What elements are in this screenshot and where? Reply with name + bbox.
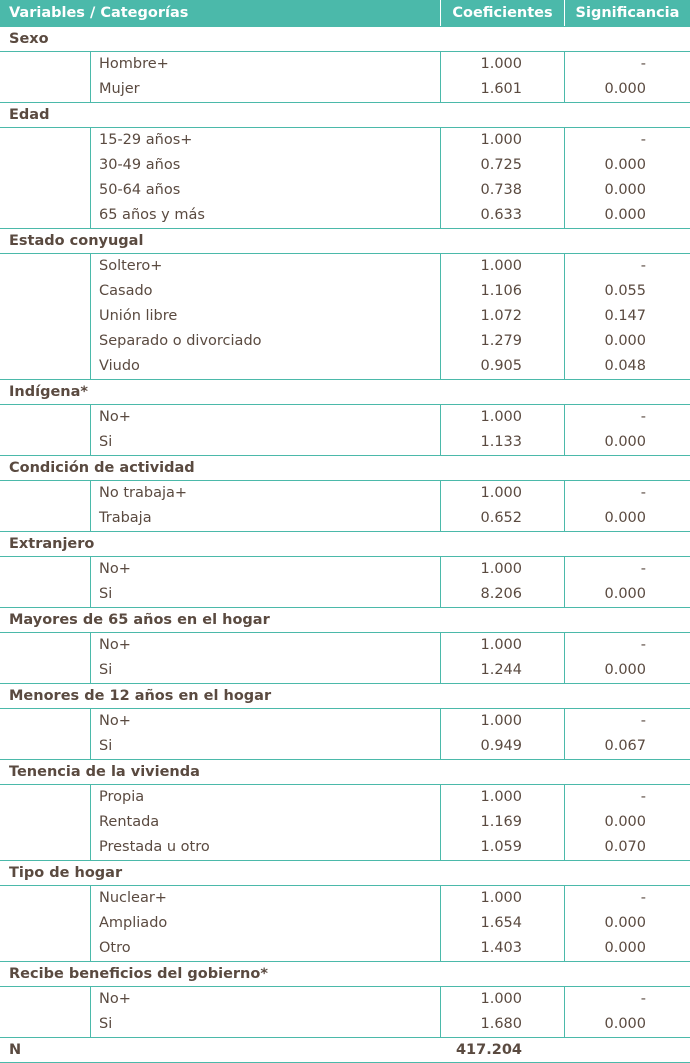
category-cell: Trabaja [99,510,152,526]
coef-cell: 1.106 [440,279,564,304]
group-rows [90,405,690,455]
table-row [91,77,690,102]
header-variables: Variables / Categorías [9,5,189,21]
coef-cell: 1.072 [440,304,564,329]
table-row [91,987,690,1012]
table-footer-n [0,1038,690,1063]
group-rows [90,254,690,379]
group-body [0,405,690,456]
indent-spacer [0,886,90,961]
sig-cell: - [564,709,690,734]
coef-cell: 1.169 [440,810,564,835]
sig-cell: 0.000 [564,658,690,683]
group-body [0,128,690,229]
indent-spacer [0,709,90,759]
category-cell: No+ [99,561,131,577]
sig-cell: - [564,481,690,506]
category-cell: Nuclear+ [99,890,167,906]
indent-spacer [0,987,90,1037]
table-row [91,178,690,203]
coef-cell: 1.000 [440,633,564,658]
sig-cell: - [564,557,690,582]
table-body [0,27,690,1038]
group-body [0,785,690,861]
sig-cell: 0.055 [564,279,690,304]
sig-cell: - [564,128,690,153]
group-body [0,481,690,532]
table-row [91,254,690,279]
category-cell: No+ [99,409,131,425]
group-rows [90,633,690,683]
group-title: Condición de actividad [0,456,690,481]
table-row [91,734,690,759]
category-cell: 30-49 años [99,157,181,173]
coef-cell: 1.000 [440,405,564,430]
group-rows [90,987,690,1037]
group-body [0,709,690,760]
group-body [0,52,690,103]
sig-cell: - [564,52,690,77]
sig-cell: 0.000 [564,936,690,961]
group-title: Mayores de 65 años en el hogar [0,608,690,633]
sig-cell: - [564,405,690,430]
coef-cell: 1.000 [440,785,564,810]
sig-cell: 0.000 [564,153,690,178]
indent-spacer [0,633,90,683]
sig-cell: 0.000 [564,810,690,835]
group-rows [90,128,690,228]
category-cell: Rentada [99,814,160,830]
table-row [91,329,690,354]
table-row [91,835,690,860]
header-coeficientes: Coeficientes [440,0,564,26]
coef-cell: 0.652 [440,506,564,531]
table-row [91,153,690,178]
table-row [91,128,690,153]
coef-cell: 1.000 [440,52,564,77]
table-row [91,430,690,455]
coef-cell: 0.905 [440,354,564,379]
group-title: Menores de 12 años en el hogar [0,684,690,709]
group-body [0,886,690,962]
indent-spacer [0,254,90,379]
group-body [0,987,690,1038]
sig-cell: 0.147 [564,304,690,329]
category-cell: Separado o divorciado [99,333,262,349]
group-title: Tipo de hogar [0,861,690,886]
sig-cell: 0.000 [564,582,690,607]
category-cell: 50-64 años [99,182,181,198]
sig-cell: 0.048 [564,354,690,379]
category-cell: Casado [99,283,153,299]
coef-cell: 1.680 [440,1012,564,1037]
group-body [0,557,690,608]
category-cell: Otro [99,940,131,956]
table-row [91,582,690,607]
table-row [91,405,690,430]
group-title: Extranjero [0,532,690,557]
coef-cell: 0.949 [440,734,564,759]
table-row [91,810,690,835]
category-cell: Ampliado [99,915,168,931]
coef-cell: 1.000 [440,254,564,279]
category-cell: No+ [99,637,131,653]
category-cell: No+ [99,991,131,1007]
indent-spacer [0,128,90,228]
coef-cell: 1.000 [440,481,564,506]
group-title: Edad [0,103,690,128]
table-row [91,304,690,329]
category-cell: Hombre+ [99,56,169,72]
coef-cell: 1.403 [440,936,564,961]
table-row [91,557,690,582]
coef-cell: 1.000 [440,886,564,911]
coef-cell: 1.133 [440,430,564,455]
indent-spacer [0,405,90,455]
table-row [91,633,690,658]
sig-cell: - [564,886,690,911]
group-rows [90,785,690,860]
indent-spacer [0,557,90,607]
coef-cell: 1.279 [440,329,564,354]
table-row [91,52,690,77]
coef-cell: 1.000 [440,557,564,582]
n-label: N [9,1042,22,1058]
sig-cell: 0.000 [564,911,690,936]
coef-cell: 1.601 [440,77,564,102]
category-cell: Viudo [99,358,140,374]
group-title: Indígena* [0,380,690,405]
group-title: Sexo [0,27,690,52]
coef-cell: 1.000 [440,128,564,153]
group-title: Estado conyugal [0,229,690,254]
category-cell: 15-29 años+ [99,132,193,148]
category-cell: Unión libre [99,308,178,324]
category-cell: Prestada u otro [99,839,210,855]
table-row [91,658,690,683]
sig-cell: 0.070 [564,835,690,860]
coef-cell: 0.633 [440,203,564,228]
category-cell: Si [99,738,113,754]
category-cell: Si [99,1016,113,1032]
coef-cell: 8.206 [440,582,564,607]
sig-cell: - [564,785,690,810]
table-row [91,481,690,506]
coef-cell: 1.654 [440,911,564,936]
table-row [91,911,690,936]
group-rows [90,709,690,759]
category-cell: Si [99,434,113,450]
table-row [91,785,690,810]
sig-cell: - [564,254,690,279]
table-header [0,0,690,27]
group-body [0,633,690,684]
sig-cell: - [564,633,690,658]
group-rows [90,52,690,102]
category-cell: No trabaja+ [99,485,188,501]
group-rows [90,481,690,531]
table-row [91,203,690,228]
table-row [91,886,690,911]
sig-cell: 0.000 [564,1012,690,1037]
table-row [91,279,690,304]
table-row [91,936,690,961]
indent-spacer [0,785,90,860]
category-cell: 65 años y más [99,207,205,223]
sig-cell: 0.000 [564,77,690,102]
category-cell: Si [99,586,113,602]
group-body [0,254,690,380]
coef-cell: 0.725 [440,153,564,178]
sig-cell: 0.000 [564,203,690,228]
category-cell: Mujer [99,81,140,97]
table-row [91,506,690,531]
category-cell: Si [99,662,113,678]
sig-cell: 0.000 [564,329,690,354]
table-row [91,709,690,734]
sig-cell: 0.067 [564,734,690,759]
coef-cell: 0.738 [440,178,564,203]
sig-cell: 0.000 [564,178,690,203]
group-title: Recibe beneficios del gobierno* [0,962,690,987]
table-row [91,1012,690,1037]
group-title: Tenencia de la vivienda [0,760,690,785]
group-rows [90,886,690,961]
header-significancia: Significancia [564,0,690,26]
sig-cell: 0.000 [564,430,690,455]
category-cell: Soltero+ [99,258,163,274]
coef-cell: 1.059 [440,835,564,860]
sig-cell: 0.000 [564,506,690,531]
table-row [91,354,690,379]
sig-cell: - [564,987,690,1012]
coef-cell: 1.000 [440,987,564,1012]
category-cell: Propia [99,789,145,805]
n-value: 417.204 [455,1042,522,1058]
indent-spacer [0,52,90,102]
indent-spacer [0,481,90,531]
coef-cell: 1.000 [440,709,564,734]
category-cell: No+ [99,713,131,729]
coef-cell: 1.244 [440,658,564,683]
group-rows [90,557,690,607]
